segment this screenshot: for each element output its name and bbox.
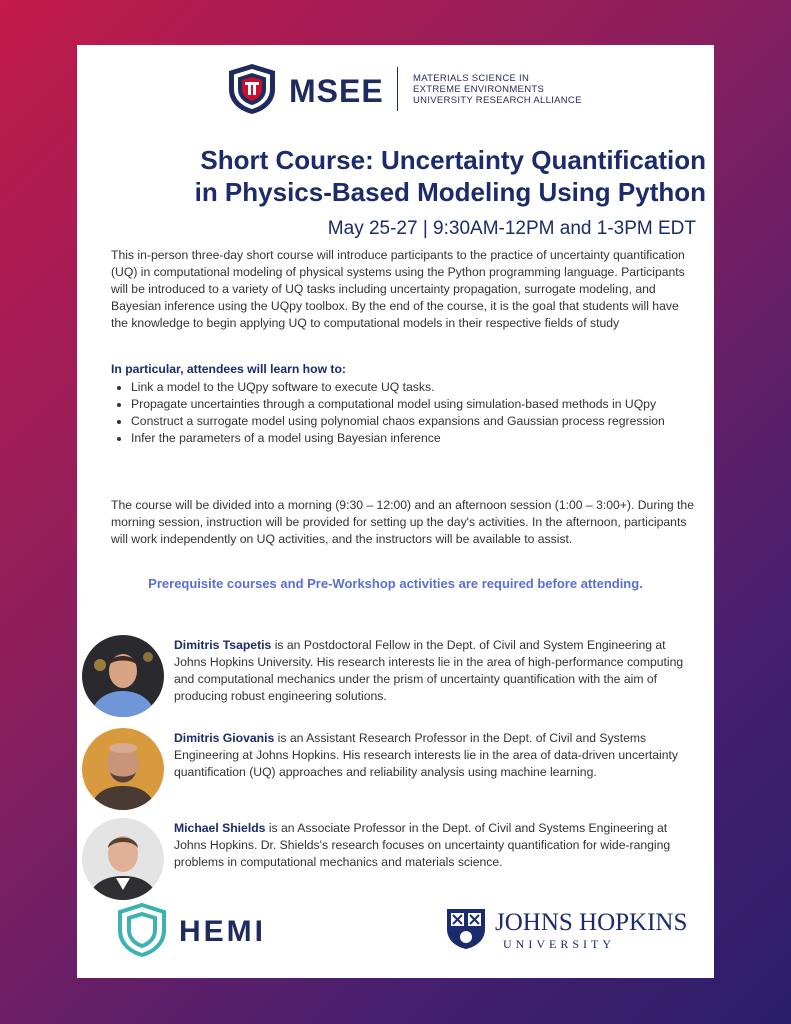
hemi-logo	[117, 903, 277, 959]
jhu-logo	[445, 907, 705, 957]
learn-heading: In particular, attendees will learn how to:	[111, 362, 346, 376]
header-sub-line2: EXTREME ENVIRONMENTS	[413, 84, 545, 95]
header-subtitle	[413, 73, 582, 106]
instructor-bio	[174, 637, 698, 705]
avatar	[82, 635, 164, 717]
jhu-shield-icon	[445, 907, 487, 951]
list-item: • Construct a surrogate model using polynomial chaos expansions and Gaussian process regression	[131, 413, 696, 430]
jhu-university: UNIVERSITY	[503, 937, 615, 951]
msee-wordmark: MSEE	[289, 73, 384, 109]
course-title	[77, 144, 706, 208]
instructor-bio	[174, 820, 698, 871]
msee-header	[227, 63, 587, 115]
learn-list	[111, 379, 696, 447]
avatar	[82, 818, 164, 900]
header-sub-line3: UNIVERSITY RESEARCH ALLIANCE	[413, 95, 582, 106]
header-divider	[397, 67, 398, 111]
jhu-wordmark: JOHNS HOPKINS	[495, 909, 688, 936]
instructor-description: is an Postdoctoral Fellow in the Dept. of Civil and System Engineering at Johns Hopkins University. His research interests lie in the area of high-performance computing and computational mechanics under the prism of uncertainty quantification with the aim of producing robust engineering solutions.	[174, 638, 684, 703]
sessions-paragraph: The course will be divided into a morning (9:30 – 12:00) and an afternoon session (1:00 – 3:00+). During the morning session, instruction will be provided for setting up the day's activities. In the afternoon, participants will work independently on UQ activities, and the instructors will be available to assist.	[111, 498, 694, 546]
list-item: • Propagate uncertainties through a computational model using simulation-based methods in UQpy	[131, 396, 696, 413]
hemi-shield-icon	[117, 903, 167, 957]
intro-paragraph: This in-person three-day short course will introduce participants to the practice of uncertainty quantification (UQ) in computational modeling of physical systems using the Python programming language. Participants will be introduced to a variety of UQ tasks including uncertainty propagation, surrogate modeling, and Bayesian inference using the UQpy toolbox. By the end of the course, it is the goal that students will have the knowledge to begin applying UQ to computational models in their respective fields of study	[111, 248, 685, 330]
instructor-bio	[174, 730, 698, 781]
instructor-name: Michael Shields	[174, 821, 266, 835]
instructor-name: Dimitris Tsapetis	[174, 638, 272, 652]
hemi-wordmark: HEMI	[179, 915, 266, 948]
instructor-name: Dimitris Giovanis	[174, 731, 275, 745]
course-dates: May 25-27 | 9:30AM-12PM and 1-3PM EDT	[327, 218, 696, 239]
instructor-tsapetis	[77, 635, 714, 725]
avatar	[82, 728, 164, 810]
instructor-giovanis	[77, 728, 714, 818]
instructor-shields	[77, 818, 714, 908]
header-sub-line1: MATERIALS SCIENCE IN	[413, 73, 530, 84]
instructor-description: is an Assistant Research Professor in the Dept. of Civil and Systems Engineering at Johns Hopkins. His research interests lie in the area of data-driven uncertainty quantification (UQ) approaches and reliability analysis using machine learning.	[174, 731, 679, 779]
list-item: • Link a model to the UQpy software to execute UQ tasks.	[131, 379, 696, 396]
instructor-description: is an Associate Professor in the Dept. of Civil and Systems Engineering at Johns Hopkins. Dr. Shields's research focuses on uncertainty quantification for wide-ranging problems in computational mechanics and materials science.	[174, 821, 671, 869]
prerequisite-notice: Prerequisite courses and Pre-Workshop activities are required before attending.	[148, 576, 643, 591]
msee-shield-logo	[227, 63, 277, 115]
title-line-2: in Physics-Based Modeling Using Python	[194, 177, 706, 207]
title-line-1: Short Course: Uncertainty Quantification	[200, 145, 706, 175]
list-item: • Infer the parameters of a model using Bayesian inference	[131, 430, 696, 447]
flyer-card	[77, 45, 714, 978]
